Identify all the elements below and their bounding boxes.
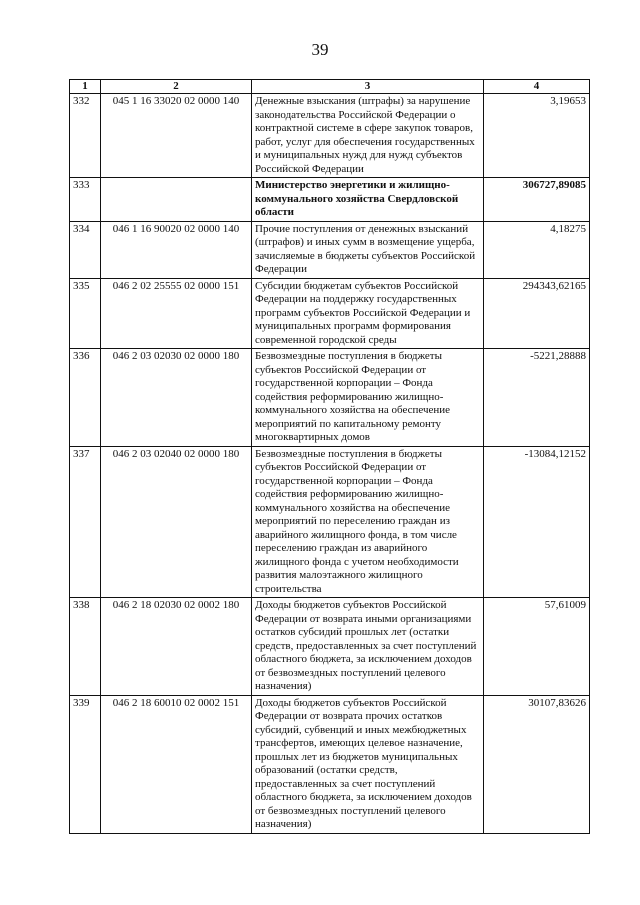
row-number: 333 bbox=[70, 178, 101, 222]
table-row bbox=[70, 178, 590, 222]
table-row bbox=[70, 349, 590, 447]
amount: 57,61009 bbox=[484, 598, 590, 696]
row-number: 339 bbox=[70, 695, 101, 833]
income-description: Доходы бюджетов субъектов Российской Федерации от возврата прочих остатков субсидий, субвенций и иных межбюджетных трансфертов, имеющих целевое назначение, прошлых лет из бюджетов муниципальных образований (остатки средств, предоставленных за счет поступлений областного бюджета, за исключением доходов от безвозмездных поступлений целевого назначения) bbox=[252, 695, 484, 833]
table-row bbox=[70, 598, 590, 696]
income-description: Доходы бюджетов субъектов Российской Федерации от возврата иными организациями остатков субсидий прошлых лет (остатки средств, предоставленных за счет поступлений областного бюджета, за исключением доходов от безвозмездных поступлений целевого назначения) bbox=[252, 598, 484, 696]
income-description: Безвозмездные поступления в бюджеты субъектов Российской Федерации от государственной корпорации – Фонда содействия реформированию жилищно-коммунального хозяйства на обеспечение мероприятий по капитальному ремонту многоквартирных домов bbox=[252, 349, 484, 447]
table-row bbox=[70, 695, 590, 833]
budget-code: 046 2 03 02030 02 0000 180 bbox=[101, 349, 252, 447]
income-description: Денежные взыскания (штрафы) за нарушение законодательства Российской Федерации о контрактной системе в сфере закупок товаров, работ, услуг для обеспечения государственных и муниципальных нужд для нужд субъектов Российской Федерации bbox=[252, 94, 484, 178]
budget-code: 046 1 16 90020 02 0000 140 bbox=[101, 221, 252, 278]
row-number: 335 bbox=[70, 278, 101, 349]
amount: 294343,62165 bbox=[484, 278, 590, 349]
table-row bbox=[70, 446, 590, 598]
row-number: 332 bbox=[70, 94, 101, 178]
row-number: 338 bbox=[70, 598, 101, 696]
table-header-row bbox=[70, 80, 590, 94]
column-header-4: 4 bbox=[484, 80, 590, 94]
column-header-3: 3 bbox=[252, 80, 484, 94]
amount: 306727,89085 bbox=[484, 178, 590, 222]
column-header-1: 1 bbox=[70, 80, 101, 94]
revenue-table bbox=[69, 79, 590, 834]
table-row bbox=[70, 278, 590, 349]
amount: 3,19653 bbox=[484, 94, 590, 178]
amount: 4,18275 bbox=[484, 221, 590, 278]
budget-code: 046 2 03 02040 02 0000 180 bbox=[101, 446, 252, 598]
amount: -5221,28888 bbox=[484, 349, 590, 447]
budget-code bbox=[101, 178, 252, 222]
budget-code: 046 2 18 02030 02 0002 180 bbox=[101, 598, 252, 696]
row-number: 337 bbox=[70, 446, 101, 598]
income-description: Субсидии бюджетам субъектов Российской Федерации на поддержку государственных программ субъектов Российской Федерации и муниципальных программ формирования современной городской среды bbox=[252, 278, 484, 349]
income-description: Безвозмездные поступления в бюджеты субъектов Российской Федерации от государственной корпорации – Фонда содействия реформированию жилищно-коммунального хозяйства на обеспечение мероприятий по переселению граждан из аварийного жилищного фонда, в том числе переселению граждан из аварийного жилищного фонда с учетом необходимости развития малоэтажного жилищного строительства bbox=[252, 446, 484, 598]
budget-code: 045 1 16 33020 02 0000 140 bbox=[101, 94, 252, 178]
table-row bbox=[70, 221, 590, 278]
amount: 30107,83626 bbox=[484, 695, 590, 833]
income-description: Министерство энергетики и жилищно-коммунального хозяйства Свердловской области bbox=[252, 178, 484, 222]
budget-code: 046 2 02 25555 02 0000 151 bbox=[101, 278, 252, 349]
budget-code: 046 2 18 60010 02 0002 151 bbox=[101, 695, 252, 833]
row-number: 336 bbox=[70, 349, 101, 447]
row-number: 334 bbox=[70, 221, 101, 278]
table-row bbox=[70, 94, 590, 178]
column-header-2: 2 bbox=[101, 80, 252, 94]
page-number: 39 bbox=[311, 40, 329, 59]
income-description: Прочие поступления от денежных взысканий (штрафов) и иных сумм в возмещение ущерба, зачисляемые в бюджеты субъектов Российской Федерации bbox=[252, 221, 484, 278]
amount: -13084,12152 bbox=[484, 446, 590, 598]
